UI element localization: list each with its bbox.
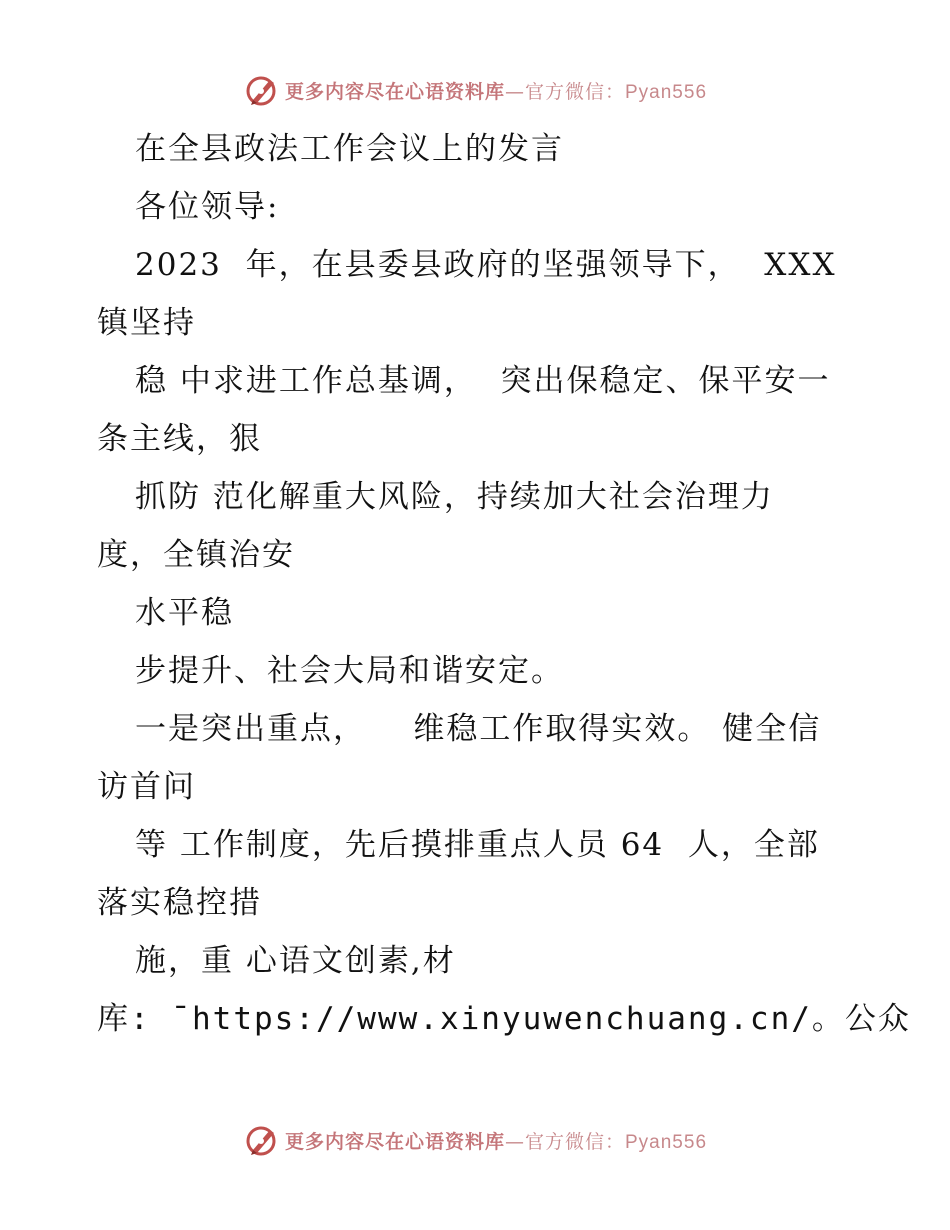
pen-logo-icon [243, 1122, 279, 1158]
header-site-text: 更多内容尽在心语资料库 [284, 80, 505, 103]
footer-site-text: 更多内容尽在心语资料库 [284, 1130, 505, 1153]
text-line-5: 稳 中求进工作总基调， 突出保稳定、保平安一 [135, 363, 831, 399]
pen-logo-icon [243, 72, 279, 108]
footer-watermark-banner [0, 1120, 950, 1160]
text-line-9: 水平稳 [135, 595, 234, 631]
footer-wechat-label: 官方微信： [524, 1130, 625, 1153]
text-line-6: 条主线，狠 [97, 421, 262, 457]
text-line-url: 库: ¯https://www.xinyuwenchuang.cn/。公众 [97, 1001, 911, 1037]
footer-banner-text [285, 1127, 707, 1154]
document-body [97, 120, 911, 1048]
footer-wechat-handle: Pyan556 [625, 1131, 708, 1153]
text-line-14: 落实稳控措 [97, 885, 262, 921]
header-watermark-banner [0, 70, 950, 110]
text-line-4: 镇坚持 [97, 305, 196, 341]
footer-separator: — [504, 1130, 525, 1153]
text-line-15: 施，重 心语文创素,材 [135, 943, 456, 979]
text-line-3: 2023 年，在县委县政府的坚强领导下， XXX [135, 247, 837, 283]
header-wechat-label: 官方微信： [524, 80, 625, 103]
salutation-line: 各位领导: [135, 189, 280, 225]
header-separator: — [504, 80, 525, 103]
text-line-8: 度，全镇治安 [97, 537, 295, 573]
document-title: 在全县政法工作会议上的发言 [135, 131, 564, 167]
text-line-12: 访首问 [97, 769, 196, 805]
text-line-11: 一是突出重点， 维稳工作取得实效。 健全信 [135, 711, 822, 747]
header-banner-text [285, 77, 707, 104]
header-wechat-handle: Pyan556 [625, 81, 708, 103]
text-line-13: 等 工作制度，先后摸排重点人员 64 人，全部 [135, 827, 820, 863]
text-line-10: 步提升、社会大局和谐安定。 [135, 653, 564, 689]
text-line-7: 抓防 范化解重大风险，持续加大社会治理力 [135, 479, 774, 515]
